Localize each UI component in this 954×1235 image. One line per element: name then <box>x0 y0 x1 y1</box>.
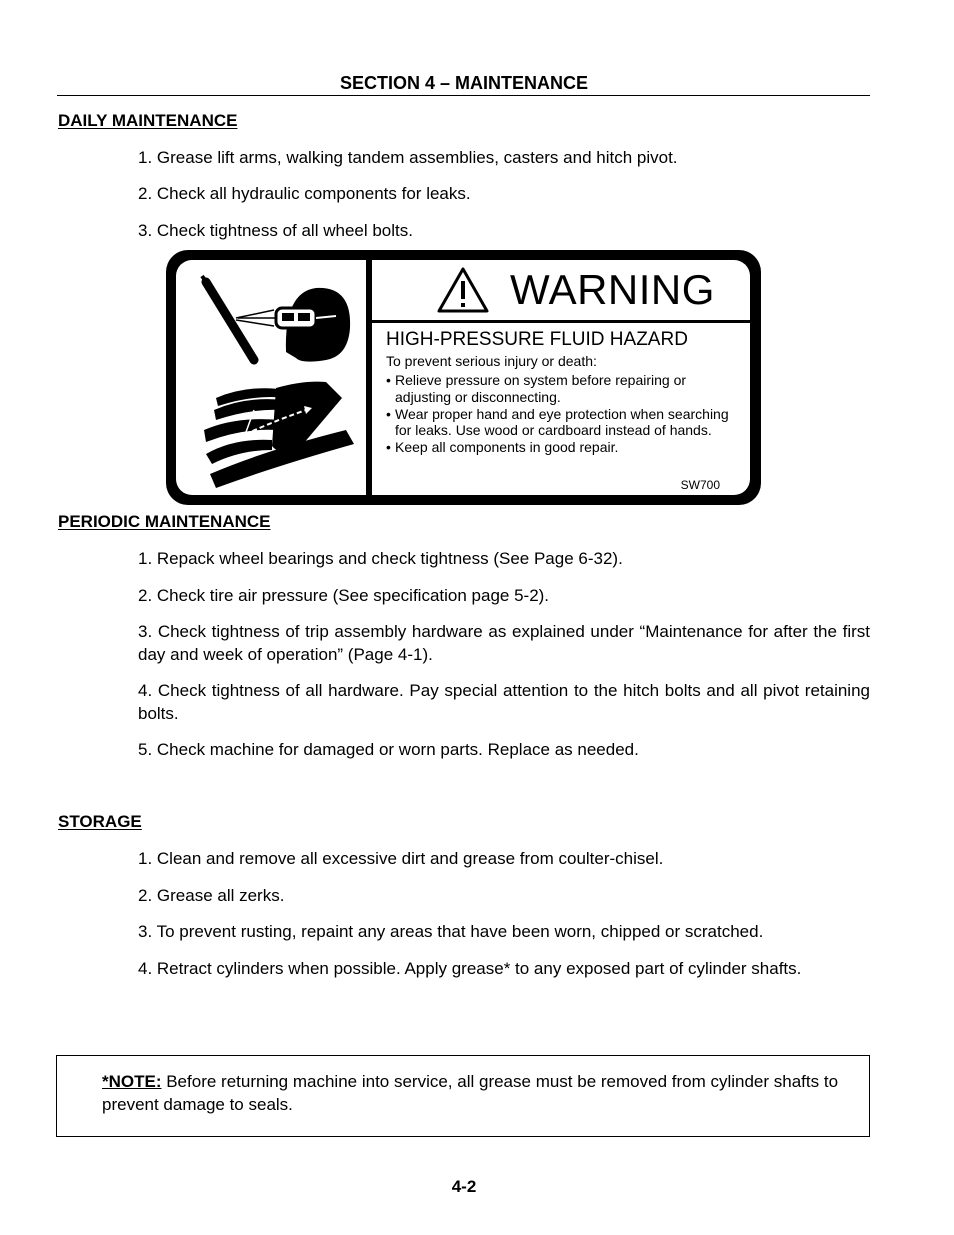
hazard-intro: To prevent serious injury or death: <box>386 353 597 369</box>
hazard-title: HIGH-PRESSURE FLUID HAZARD <box>386 329 688 350</box>
periodic-item-5: 5. Check machine for damaged or worn parts. Replace as needed. <box>138 740 639 759</box>
storage-item-4: 4. Retract cylinders when possible. Apply grease* to any exposed part of cylinder shafts. <box>138 959 802 978</box>
daily-item-2: 2. Check all hydraulic components for leaks. <box>138 184 471 203</box>
daily-item-1: 1. Grease lift arms, walking tandem assemblies, casters and hitch pivot. <box>138 148 678 167</box>
periodic-item-3: 3. Check tightness of trip assembly hardware as explained under “Maintenance for after the first day and week of operation” (Page 4-1). <box>138 622 870 664</box>
pictogram-panel <box>176 260 366 495</box>
hazard-bullet: • Keep all components in good repair. <box>386 439 619 455</box>
periodic-maintenance-heading: PERIODIC MAINTENANCE <box>58 512 271 531</box>
note-body: Before returning machine into service, all grease must be removed from cylinder shafts to prevent damage to seals. <box>102 1072 839 1114</box>
signal-word-area <box>372 260 750 323</box>
decal-code: SW700 <box>680 478 720 492</box>
page-number: 4-2 <box>451 1177 477 1196</box>
daily-maintenance-heading: DAILY MAINTENANCE <box>58 111 238 130</box>
daily-item-3: 3. Check tightness of all wheel bolts. <box>138 221 413 240</box>
warning-text-panel <box>372 260 750 495</box>
note-label: *NOTE: <box>102 1072 162 1091</box>
signal-word: WARNING <box>510 266 715 313</box>
hazard-bullet: • Relieve pressure on system before repairing or adjusting or disconnecting. <box>386 372 687 405</box>
storage-item-3: 3. To prevent rusting, repaint any areas that have been worn, chipped or scratched. <box>138 922 764 941</box>
bullet-icon: • <box>386 439 391 455</box>
periodic-item-4: 4. Check tightness of all hardware. Pay special attention to the hitch bolts and all pivot retaining bolts. <box>138 681 870 723</box>
periodic-item-2: 2. Check tire air pressure (See specification page 5-2). <box>138 586 550 605</box>
hazard-bullet: • Wear proper hand and eye protection when searching for leaks. Use wood or cardboard instead of hands. <box>386 405 729 438</box>
bullet-icon: • <box>386 405 391 422</box>
note-text <box>102 1070 842 1116</box>
periodic-item-1: 1. Repack wheel bearings and check tightness (See Page 6-32). <box>138 549 623 568</box>
section-title: SECTION 4 – MAINTENANCE <box>339 73 589 93</box>
warning-triangle-icon <box>436 266 490 314</box>
hazard-list <box>386 372 736 456</box>
bullet-icon: • <box>386 372 391 388</box>
storage-item-1: 1. Clean and remove all excessive dirt and grease from coulter-chisel. <box>138 849 664 868</box>
warning-decal <box>166 250 761 505</box>
hand-fluid-injection-icon <box>176 260 366 495</box>
section-divider <box>57 95 870 96</box>
note-box <box>56 1055 870 1137</box>
storage-heading: STORAGE <box>58 812 142 831</box>
storage-item-2: 2. Grease all zerks. <box>138 886 285 905</box>
